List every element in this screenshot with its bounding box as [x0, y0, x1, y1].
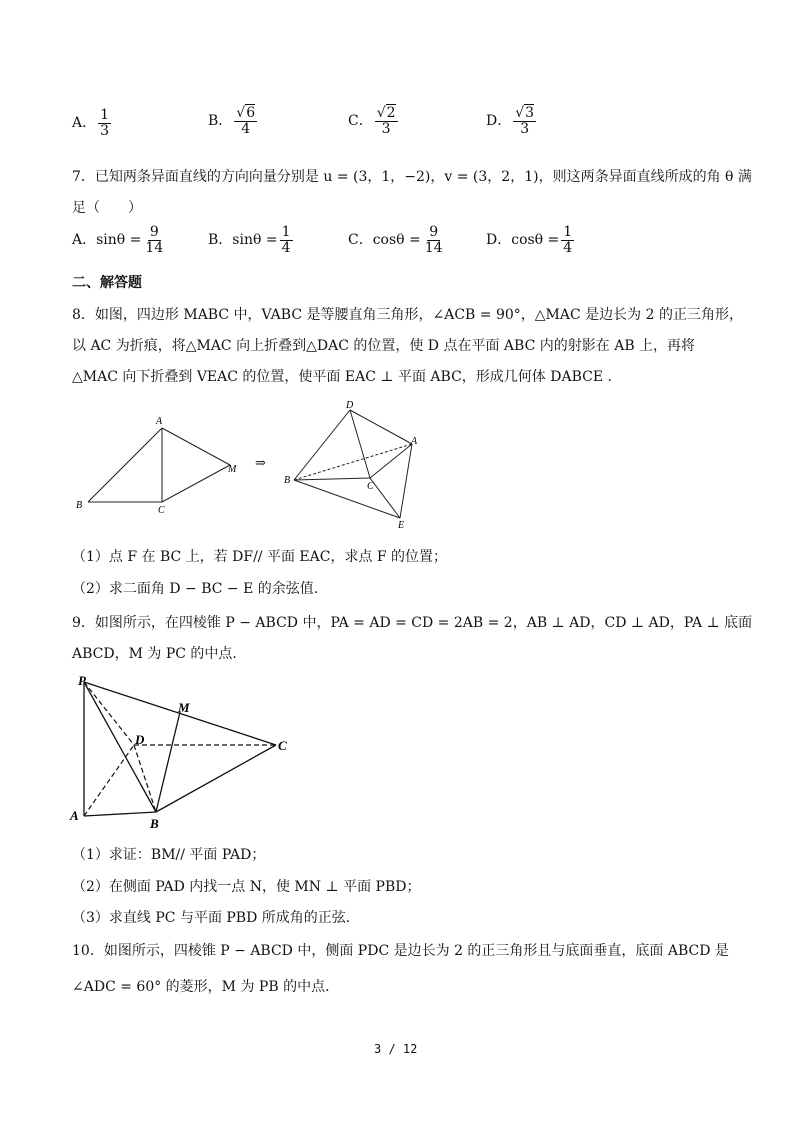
- label-a: A: [70, 808, 79, 823]
- q6-option-a: A． $\frac{1}{3}$: [72, 107, 110, 139]
- q9-line2: ABCD，M 为 PC 的中点.: [72, 646, 237, 662]
- fold-arrow: ⇒: [255, 456, 266, 471]
- q10-line1: 10．如图所示，四棱锥 P − ABCD 中，侧面 PDC 是边长为 2 的正三角形且与底面垂直，底面 ABCD 是: [72, 943, 729, 959]
- label-m: M: [178, 700, 190, 715]
- q9-sub3: （3）求直线 PC 与平面 PBD 所成角的正弦.: [72, 910, 351, 926]
- q7-line2: 足（ ）: [72, 200, 142, 216]
- q8-line1: 8．如图，四边形 MABC 中，VABC 是等腰直角三角形，∠ACB = 90°，△MAC 是边长为 2 的正三角形，: [72, 307, 743, 323]
- label-c: C: [158, 505, 165, 516]
- label-c: C: [367, 481, 374, 492]
- section-heading: 二、解答题: [72, 275, 142, 291]
- label-b: B: [76, 500, 83, 511]
- q8-sub1: （1）点 F 在 BC 上，若 DF// 平面 EAC，求点 F 的位置；: [72, 549, 448, 565]
- label-b: B: [284, 475, 291, 486]
- q7-line1: 7．已知两条异面直线的方向向量分别是 u = (3，1，−2)，v = (3，2，1)，则这两条异面直线所成的角 θ 满: [72, 169, 752, 185]
- q7-option-a: A．sinθ = $\frac{9}{14}$: [72, 224, 164, 256]
- label-a: A: [156, 416, 163, 427]
- label-e: E: [398, 520, 405, 531]
- q7-option-b: B．sinθ = $\frac{1}{4}$: [208, 224, 291, 256]
- q8-figure-right: [280, 398, 430, 533]
- q6-option-b: B． $\frac{√6}{4}$: [208, 105, 256, 137]
- q8-figure-left: [70, 410, 250, 520]
- label-m: M: [228, 464, 237, 475]
- q9-sub2: （2）在侧面 PAD 内找一点 N，使 MN ⊥ 平面 PBD；: [72, 879, 421, 895]
- q9-figure: [68, 668, 300, 836]
- page-number: 3 / 12: [374, 1042, 418, 1056]
- label-d: D: [135, 732, 145, 747]
- q8-line2: 以 AC 为折痕，将△MAC 向上折叠到△DAC 的位置，使 D 点在平面 ABC 内的射影在 AB 上，再将: [72, 338, 696, 354]
- q10-line2: ∠ADC = 60° 的菱形，M 为 PB 的中点.: [72, 979, 330, 995]
- q6-option-d: D． $\frac{√3}{3}$: [486, 105, 535, 137]
- label-c: C: [278, 738, 287, 753]
- q7-option-c: C．cosθ = $\frac{9}{14}$: [348, 224, 443, 256]
- label-p: P: [78, 673, 86, 688]
- label-a: A: [411, 436, 418, 447]
- q8-sub2: （2）求二面角 D − BC − E 的余弦值.: [72, 581, 319, 597]
- q7-option-d: D．cosθ = $\frac{1}{4}$: [486, 224, 573, 256]
- q6-option-c: C． $\frac{√2}{3}$: [348, 105, 396, 137]
- q9-sub1: （1）求证：BM// 平面 PAD；: [72, 847, 266, 863]
- q8-line3: △MAC 向下折叠到 VEAC 的位置，使平面 EAC ⊥ 平面 ABC，形成几何体 DABCE .: [72, 369, 612, 385]
- q9-line1: 9．如图所示，在四棱锥 P − ABCD 中，PA = AD = CD = 2AB = 2，AB ⊥ AD，CD ⊥ AD，PA ⊥ 底面: [72, 615, 753, 631]
- label-b: B: [150, 816, 159, 831]
- label-d: D: [346, 400, 354, 411]
